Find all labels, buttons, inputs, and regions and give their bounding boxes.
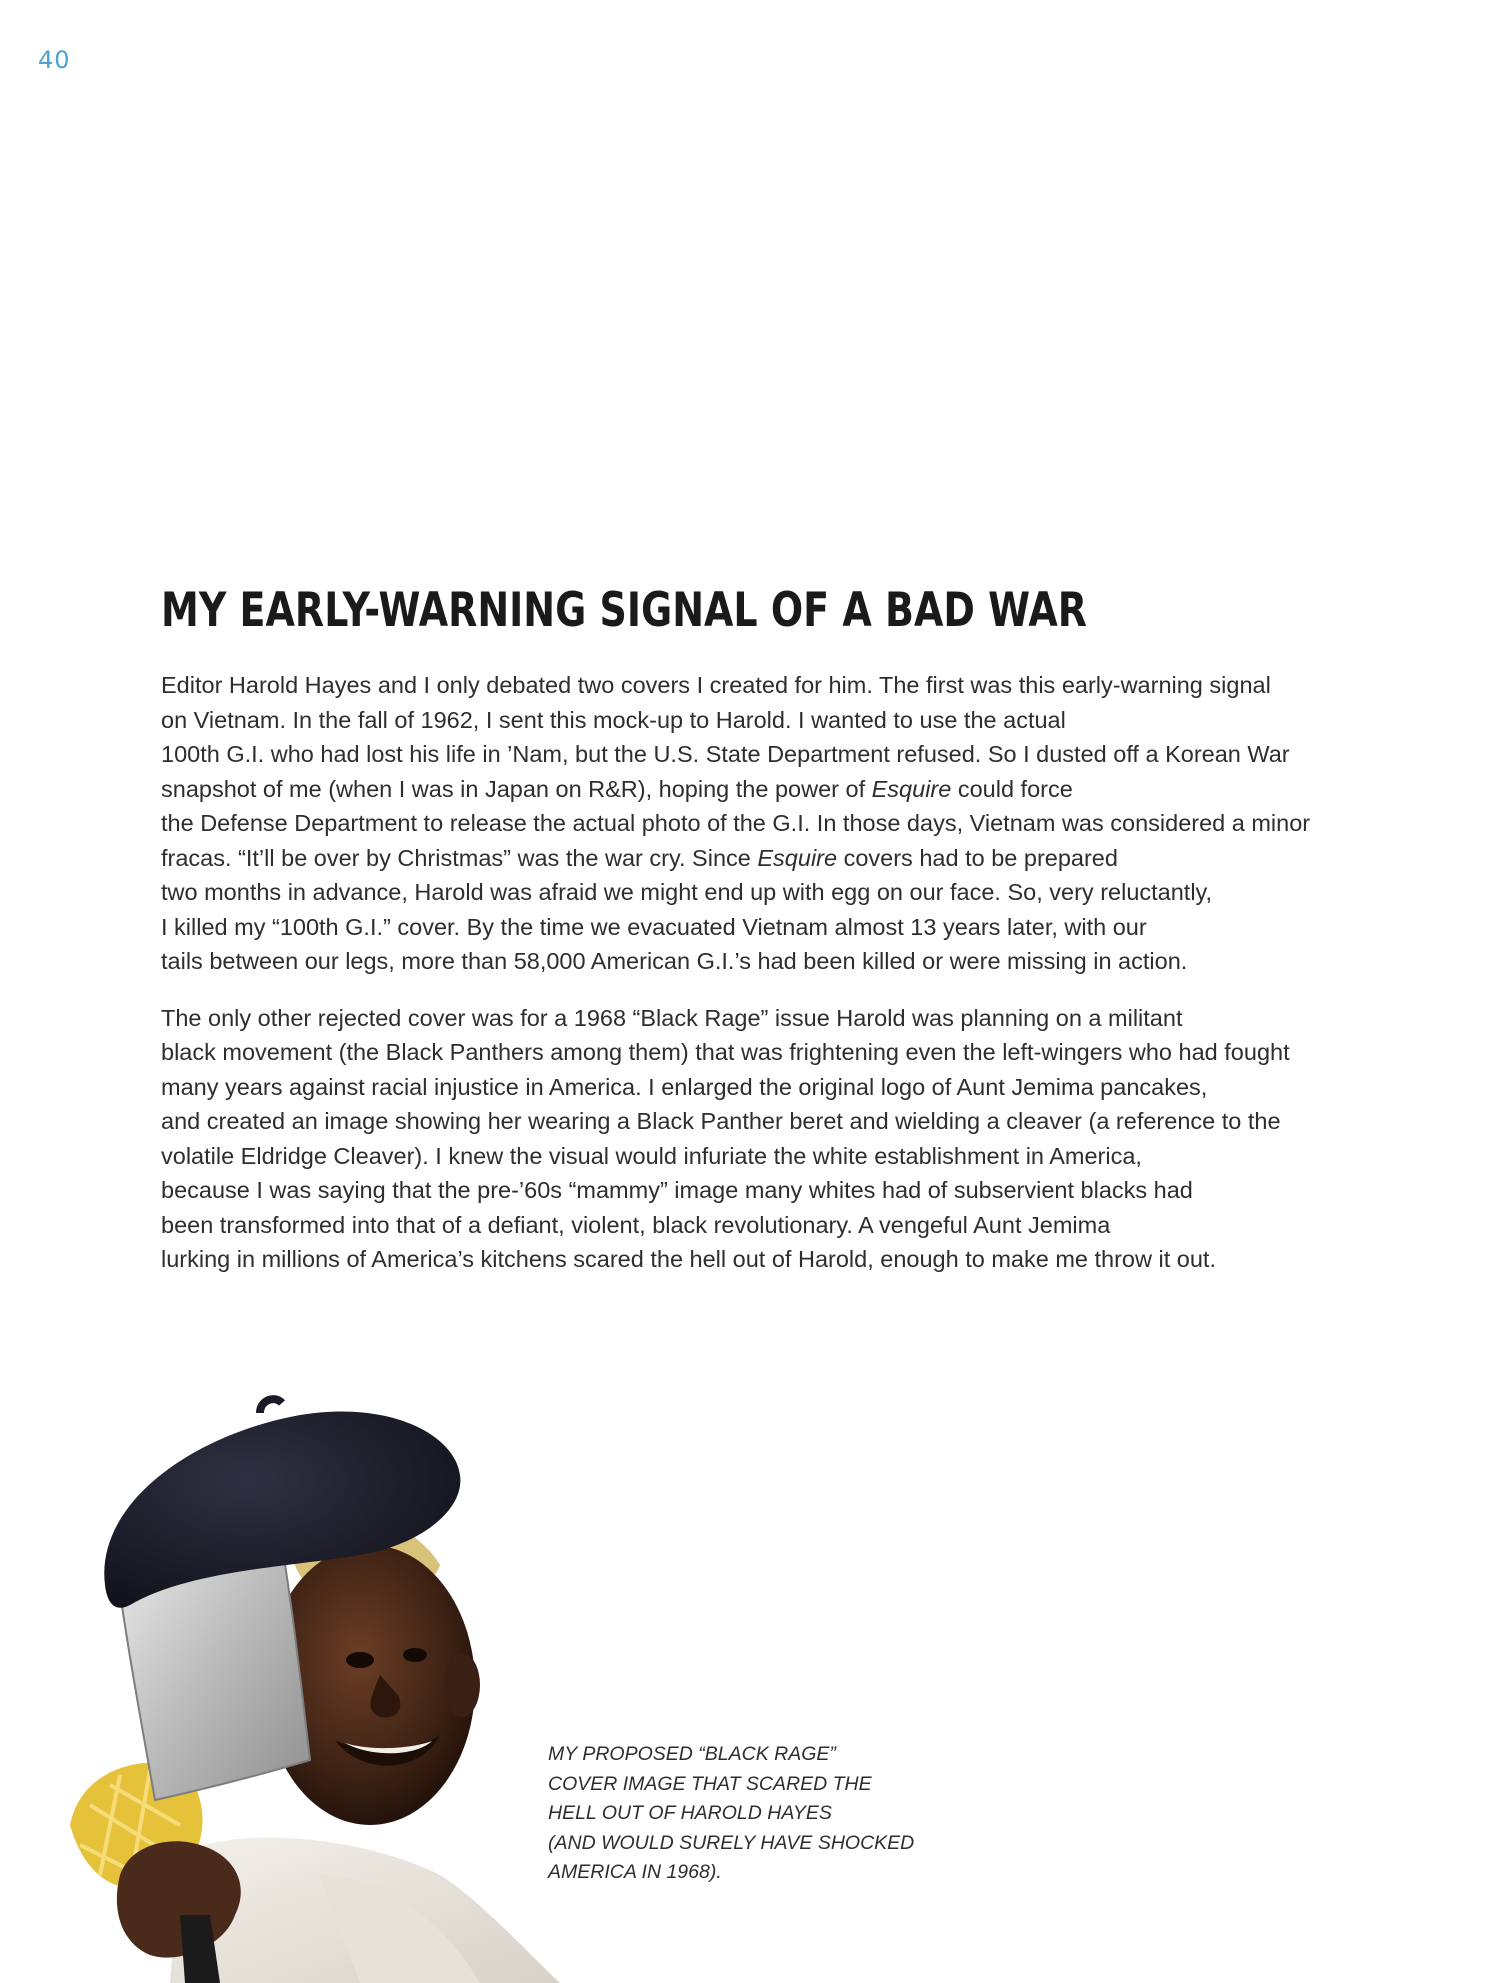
caption-line: COVER IMAGE THAT SCARED THE <box>548 1772 872 1795</box>
magazine-title: Esquire <box>871 775 952 802</box>
text-line: two months in advance, Harold was afraid we might end up with egg on our face. So, very reluctantly, <box>161 879 1213 905</box>
caption-line: AMERICA IN 1968). <box>548 1861 722 1883</box>
text-line: on Vietnam. In the fall of 1962, I sent this mock-up to Harold. I wanted to use the actual <box>161 706 1066 733</box>
text-line: because I was saying that the pre-’60s “mammy” image many whites had of subservient blacks had <box>161 1177 1193 1203</box>
text-line: and created an image showing her wearing a Black Panther beret and wielding a cleaver (a reference to the <box>161 1108 1281 1134</box>
image-caption <box>548 1740 915 1888</box>
text-line: Editor Harold Hayes and I only debated two covers I created for him. The first was this early-warning signal <box>161 672 1271 698</box>
paragraph-2 <box>161 1001 1290 1277</box>
text-run: snapshot of me (when I was in Japan on R&R), hoping the power of <box>161 775 872 802</box>
text-line: the Defense Department to release the actual photo of the G.I. In those days, Vietnam was considered a minor <box>161 810 1311 836</box>
caption-line: HELL OUT OF HAROLD HAYES <box>548 1802 832 1824</box>
text-run: could force <box>951 775 1073 802</box>
text-line: volatile Eldridge Cleaver). I knew the visual would infuriate the white establishment in America, <box>161 1142 1142 1169</box>
magazine-title: Esquire <box>757 844 838 871</box>
paragraph-1 <box>161 668 1311 979</box>
text-line: lurking in millions of America’s kitchens scared the hell out of Harold, enough to make me throw it out. <box>161 1246 1216 1272</box>
caption-line: MY PROPOSED “BLACK RAGE” <box>548 1743 836 1765</box>
text-line: black movement (the Black Panthers among them) that was frightening even the left-wingers who had fought <box>161 1039 1290 1065</box>
text-line <box>161 841 1271 876</box>
text-line: I killed my “100th G.I.” cover. By the time we evacuated Vietnam almost 13 years later, with our <box>161 913 1147 940</box>
text-line: been transformed into that of a defiant, violent, black revolutionary. A vengeful Aunt Jemima <box>161 1211 1111 1238</box>
text-line: The only other rejected cover was for a 1968 “Black Rage” issue Harold was planning on a militant <box>161 1004 1183 1031</box>
text-run: covers had to be prepared <box>837 844 1118 871</box>
black-rage-cover-illustration <box>60 1355 580 1983</box>
text-line: 100th G.I. who had lost his life in ’Nam, but the U.S. State Department refused. So I dusted off a Korean War <box>161 741 1290 767</box>
text-run: fracas. “It’ll be over by Christmas” was the war cry. Since <box>161 844 758 871</box>
page-number: 40 <box>38 46 71 74</box>
text-line: tails between our legs, more than 58,000 American G.I.’s had been killed or were missing in action. <box>161 948 1188 974</box>
caption-line: (AND WOULD SURELY HAVE SHOCKED <box>548 1831 915 1854</box>
article-body <box>161 668 1311 1299</box>
text-line <box>161 772 1271 807</box>
section-heading: MY EARLY-WARNING SIGNAL OF A BAD WAR <box>161 582 1088 637</box>
text-line: many years against racial injustice in America. I enlarged the original logo of Aunt Jemima pancakes, <box>161 1073 1208 1100</box>
